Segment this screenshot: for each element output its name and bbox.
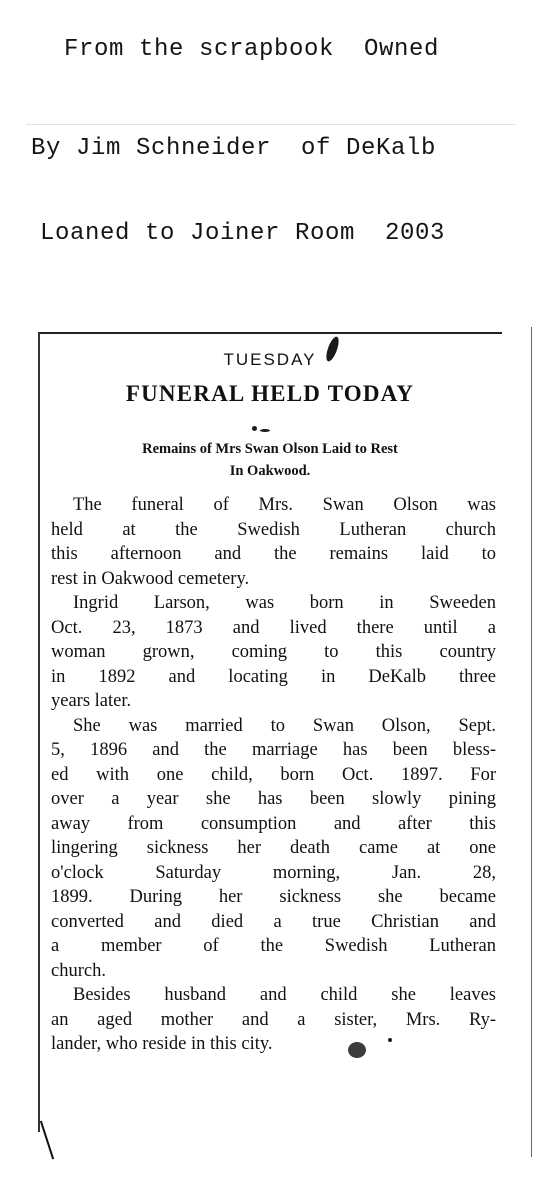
newspaper-clipping — [38, 332, 502, 1162]
body-line: over a year she has been slowly pining — [51, 789, 496, 809]
body-line: Besides husband and child she leaves — [73, 985, 496, 1005]
body-line: lingering sickness her death came at one — [51, 838, 496, 858]
body-line: a member of the Swedish Lutheran — [51, 936, 496, 956]
clipping-headline: FUNERAL HELD TODAY — [125, 381, 415, 406]
clipping-tear-mark — [40, 1121, 54, 1160]
body-line: She was married to Swan Olson, Sept. — [73, 715, 496, 736]
typed-note-line-2: By Jim Schneider of DeKalb — [31, 135, 437, 162]
body-line: church. — [51, 960, 106, 981]
ink-speck — [260, 429, 270, 432]
body-line: 5, 1896 and the marriage has been bless- — [51, 740, 496, 760]
body-line: away from consumption and after this — [51, 813, 496, 834]
body-line: Ingrid Larson, was born in Sweeden — [73, 593, 496, 613]
clipping-top-edge — [38, 332, 502, 334]
body-line: The funeral of Mrs. Swan Olson was — [73, 495, 496, 515]
clipping-right-edge — [531, 327, 532, 1157]
body-line: ed with one child, born Oct. 1897. For — [51, 764, 496, 785]
body-line: lander, who reside in this city. — [51, 1034, 273, 1054]
body-line: in 1892 and locating in DeKalb three — [51, 666, 496, 687]
body-line: rest in Oakwood cemetery. — [51, 568, 250, 589]
body-line: years later. — [51, 691, 132, 711]
clipping-body — [51, 493, 496, 1057]
body-line: woman grown, coming to this country — [51, 642, 496, 662]
ink-speck — [388, 1038, 392, 1042]
body-line: 1899. During her sickness she became — [51, 887, 496, 907]
body-line: this afternoon and the remains laid to — [51, 544, 496, 564]
clipping-subhead-1: Remains of Mrs Swan Olson Laid to Rest — [142, 441, 398, 457]
ink-speck — [252, 426, 257, 431]
body-line: held at the Swedish Lutheran church — [51, 519, 496, 540]
body-line: converted and died a true Christian and — [51, 911, 496, 932]
typed-note-line-1: From the scrapbook Owned — [64, 36, 440, 63]
body-line: an aged mother and a sister, Mrs. Ry- — [51, 1009, 496, 1030]
clipping-subhead-2: In Oakwood. — [229, 463, 311, 479]
body-line: o'clock Saturday morning, Jan. 28, — [51, 862, 496, 883]
body-line: Oct. 23, 1873 and lived there until a — [51, 617, 496, 638]
clipping-day: TUESDAY — [223, 350, 317, 369]
ink-speck — [348, 1042, 366, 1058]
typed-note-line-3: Loaned to Joiner Room 2003 — [40, 220, 446, 247]
fold-line — [26, 124, 516, 125]
